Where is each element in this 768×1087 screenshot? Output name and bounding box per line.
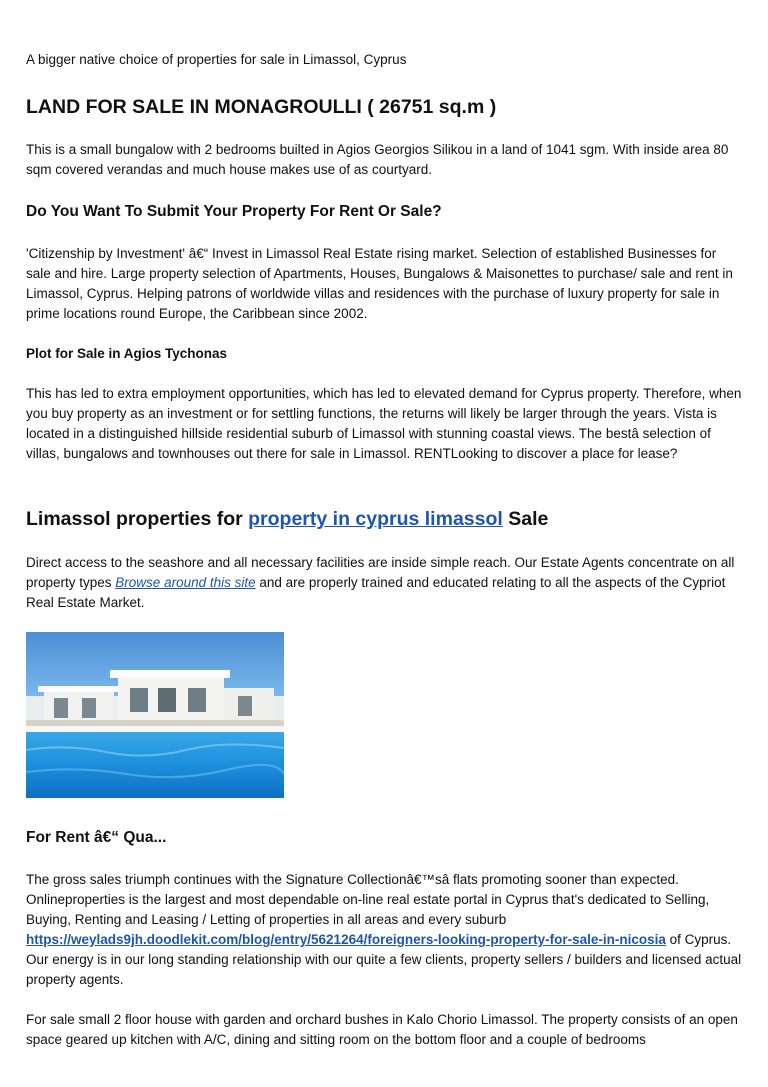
paragraph-text-end: of Cyprus. Our energy is in our long standing relationship with our quite a few clients, property sellers / builders and licensed actual property agents. bbox=[26, 932, 742, 987]
paragraph-citizenship: 'Citizenship by Investment' â€“ Invest in Limassol Real Estate rising market. Selection of established Businesses for sale and hire. Large property selection of Apartments, Houses, Bungalows & Maisonettes to purchase/ sale and rent in Limassol, Cyprus. Helping patrons of worldwide villas and residences with the purchase of luxury property for sale in prime locations round Europe, the Caribbean since 2002. bbox=[26, 246, 733, 321]
paragraph-text-start: Direct access to the seashore and all necessary facilities are inside simple reach. Our Estate Agents concentrate on all property types bbox=[26, 555, 735, 590]
paragraph-employment: This has led to extra employment opportunities, which has led to elevated demand for Cyprus property. Therefore, when you buy property as an investment or for settling functions, the returns will likely be larger through the years. Vista is located in a distinguished hillside residential suburb of Limassol with stunning coastal views. The bestâ selection of villas, bungalows and townhouses out there for sale in Limassol. RENTLooking to discover a place for lease? bbox=[26, 386, 742, 461]
heading-for-rent: For Rent â€“ Qua... bbox=[26, 829, 167, 846]
heading-text-start: Limassol properties for bbox=[26, 508, 249, 530]
heading-submit-property: Do You Want To Submit Your Property For Rent Or Sale? bbox=[26, 203, 442, 220]
villa-pool-photo bbox=[26, 632, 284, 798]
paragraph-kalo-chorio: For sale small 2 floor house with garden and orchard bushes in Kalo Chorio Limassol. The property consists of an open space geared up kitchen with A/C, dining and sitting room on the bottom floor and a couple of bedrooms bbox=[26, 1012, 738, 1047]
paragraph-gross-sales bbox=[26, 870, 744, 990]
paragraph-text-end: and are properly trained and educated relating to all the aspects of the Cypriot Real Estate Market. bbox=[26, 575, 726, 610]
paragraph-seashore bbox=[26, 553, 744, 613]
page-title: LAND FOR SALE IN MONAGROULLI ( 26751 sq.m ) bbox=[26, 96, 497, 118]
heading-text-end: Sale bbox=[502, 508, 549, 530]
browse-site-link[interactable]: Browse around this site bbox=[115, 575, 256, 590]
property-cyprus-limassol-link[interactable]: property in cyprus limassol bbox=[248, 508, 503, 530]
doodlekit-link[interactable]: https://weylads9jh.doodlekit.com/blog/entry/5621264/foreigners-looking-property-for-sale-in-nicosia bbox=[26, 932, 666, 947]
paragraph-bungalow: This is a small bungalow with 2 bedrooms builted in Agios Georgios Silikou in a land of 1041 sgm. With inside area 80 sqm covered verandas and much house makes use of as courtyard. bbox=[26, 142, 729, 177]
paragraph-text-start: The gross sales triumph continues with the Signature Collectionâ€™sâ flats promoting sooner than expected. Onlineproperties is the largest and most dependable on-line real estate portal in Cyprus that's dedicated to Selling, Buying, Renting and Leasing / Letting of properties in all areas and every suburb bbox=[26, 872, 710, 927]
villa-pool-illustration bbox=[26, 632, 284, 798]
heading-plot-sale: Plot for Sale in Agios Tychonas bbox=[26, 346, 228, 361]
heading-limassol-properties bbox=[26, 505, 744, 533]
intro-text: A bigger native choice of properties for sale in Limassol, Cyprus bbox=[26, 52, 407, 67]
